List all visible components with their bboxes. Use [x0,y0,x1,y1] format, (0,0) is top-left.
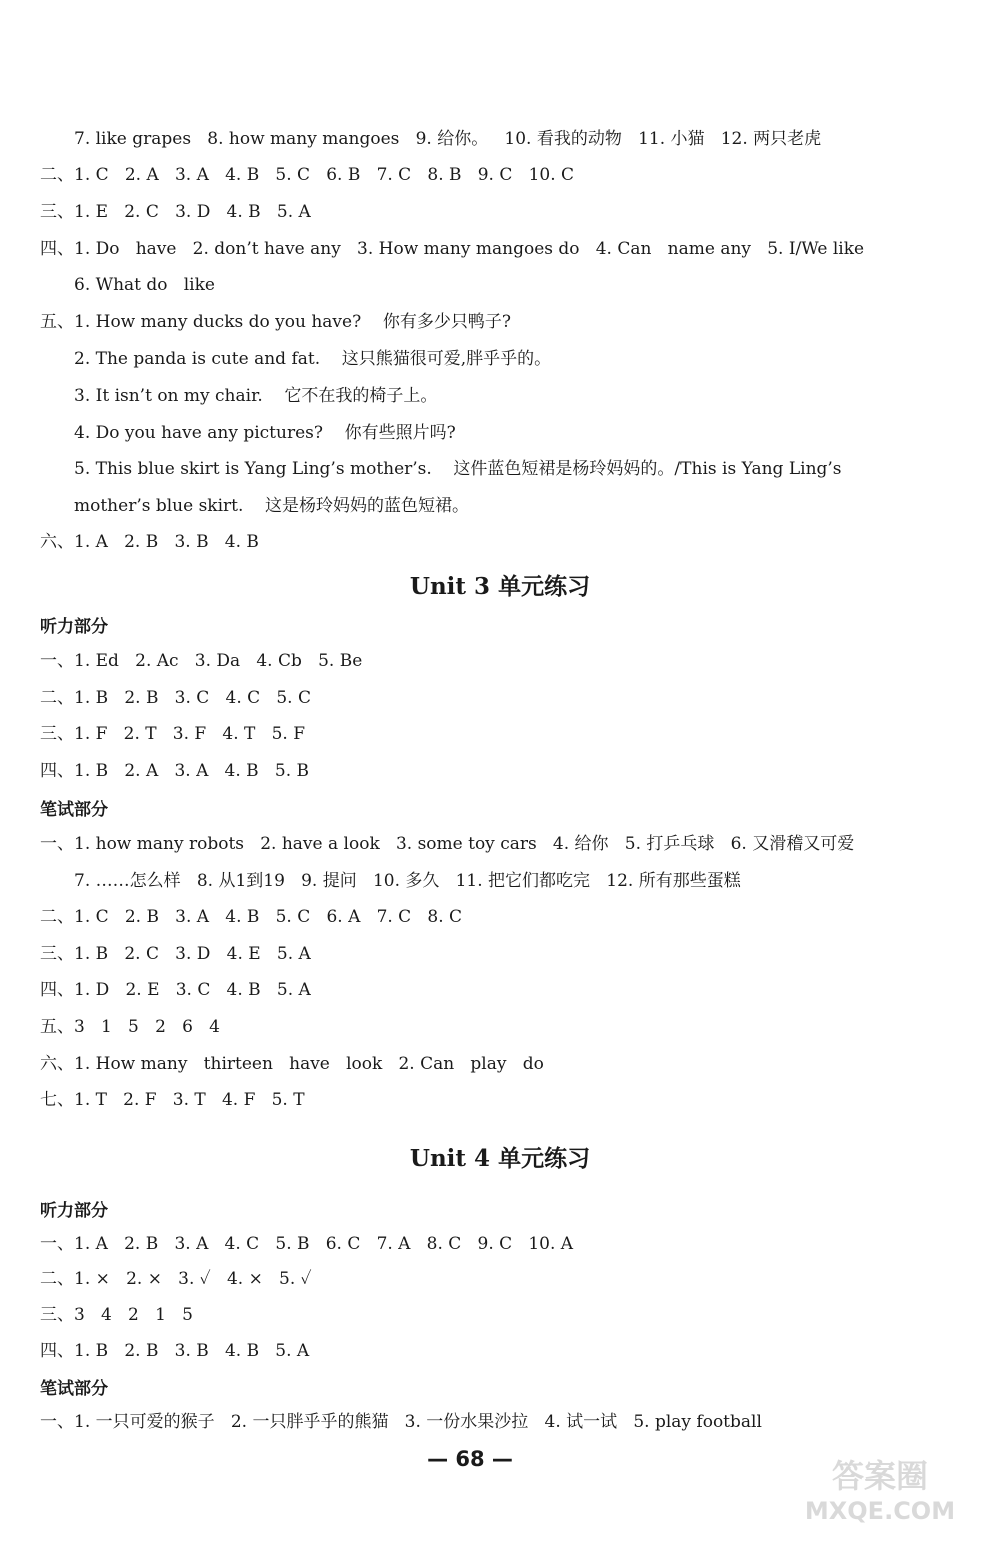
answer-line: 五、1. How many ducks do you have? 你有多少只鸭子? [40,312,511,332]
answer-line: 3. It isn’t on my chair. 它不在我的椅子上。 [74,386,438,406]
answer-line: 一、1. 一只可爱的猴子 2. 一只胖乎乎的熊猫 3. 一份水果沙拉 4. 试一试 5. play football [40,1412,762,1432]
page-number: — 68 — [427,1447,513,1471]
answer-line: 5. This blue skirt is Yang Ling’s mother’s. 这件蓝色短裙是杨玲妈妈的。/This is Yang Ling’s [74,459,842,479]
answer-line: 六、1. How many thirteen have look 2. Can play do [40,1054,544,1074]
unit-3-written-heading: 笔试部分 [40,800,108,820]
answer-line: 四、1. Do have 2. don’t have any 3. How many mangoes do 4. Can name any 5. I/We like [40,239,865,259]
answer-line: 二、1. C 2. B 3. A 4. B 5. C 6. A 7. C 8. C [40,907,463,927]
answer-line: 三、3 4 2 1 5 [40,1305,193,1325]
answer-line: 五、3 1 5 2 6 4 [40,1017,220,1037]
unit-4-title: Unit 4 单元练习 [409,1145,591,1172]
unit-4-written-heading: 笔试部分 [40,1379,108,1399]
watermark-site-text: MXQE.COM [804,1497,956,1525]
answer-line: mother’s blue skirt. 这是杨玲妈妈的蓝色短裙。 [74,496,470,516]
unit-3-title: Unit 3 单元练习 [409,573,591,600]
answer-line: 二、1. B 2. B 3. C 4. C 5. C [40,688,311,708]
answer-line: 三、1. B 2. C 3. D 4. E 5. A [40,944,311,964]
answer-line: 4. Do you have any pictures? 你有些照片吗? [74,423,456,443]
answer-line: 三、1. F 2. T 3. F 4. T 5. F [40,724,306,744]
answer-line: 二、1. × 2. × 3. ✓ 4. × 5. ✓ [40,1269,312,1289]
unit-4-listening-heading: 听力部分 [40,1201,108,1221]
answer-line: 三、1. E 2. C 3. D 4. B 5. A [40,202,311,222]
unit-3-listening-heading: 听力部分 [40,617,108,637]
answer-line: 6. What do like [74,275,215,295]
answer-line: 一、1. A 2. B 3. A 4. C 5. B 6. C 7. A 8. C 9. C 10. A [40,1234,574,1254]
answer-line: 一、1. Ed 2. Ac 3. Da 4. Cb 5. Be [40,651,363,671]
answer-line: 七、1. T 2. F 3. T 4. F 5. T [40,1090,305,1110]
watermark-logo-text: 答案圈 [831,1457,929,1495]
watermark-logo [780,1449,980,1527]
answer-line: 四、1. B 2. B 3. B 4. B 5. A [40,1341,310,1361]
answer-line: 2. The panda is cute and fat. 这只熊猫很可爱,胖乎乎的。 [74,349,552,369]
answer-line: 7. like grapes 8. how many mangoes 9. 给你。 10. 看我的动物 11. 小猫 12. 两只老虎 [74,129,822,149]
answer-line: 7. ……怎么样 8. 从1到19 9. 提问 10. 多久 11. 把它们都吃完 12. 所有那些蛋糕 [74,871,741,891]
answer-line: 一、1. how many robots 2. have a look 3. some toy cars 4. 给你 5. 打乒乓球 6. 又滑稽又可爱 [40,834,855,854]
answer-line: 四、1. D 2. E 3. C 4. B 5. A [40,980,311,1000]
answer-line: 六、1. A 2. B 3. B 4. B [40,532,259,552]
answer-line: 二、1. C 2. A 3. A 4. B 5. C 6. B 7. C 8. B 9. C 10. C [40,165,575,185]
answer-line: 四、1. B 2. A 3. A 4. B 5. B [40,761,309,781]
